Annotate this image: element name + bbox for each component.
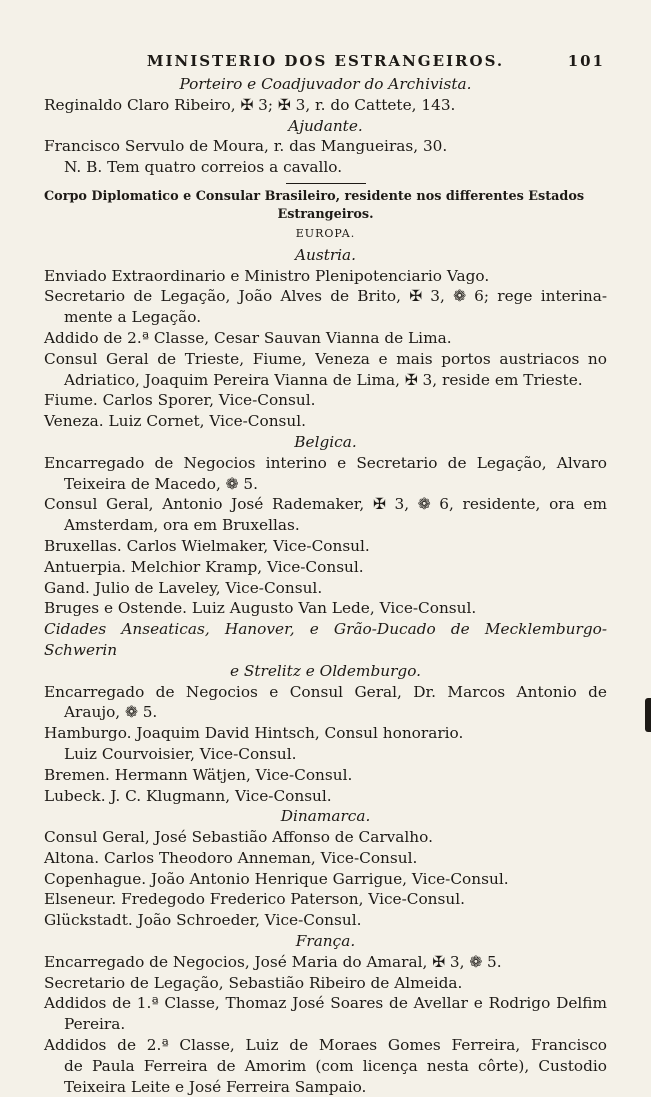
text-line: Lubeck. J. C. Klugmann, Vice-Consul. <box>44 786 332 805</box>
text-line: Reginaldo Claro Ribeiro, ✠ 3; ✠ 3, r. do Cattete, 143. <box>44 95 456 114</box>
text-line: Encarregado de Negocios interino e Secretario de Legação, Alvaro <box>44 453 607 472</box>
text-line: Austria. <box>294 245 357 264</box>
text-line: Secretario de Legação, Sebastião Ribeiro de Almeida. <box>44 973 463 992</box>
text-line: Fiume. Carlos Sporer, Vice-Consul. <box>44 391 316 410</box>
text-line: EUROPA. <box>295 226 356 240</box>
text-line: Copenhague. João Antonio Henrique Garrigue, Vice-Consul. <box>44 869 509 888</box>
text-line: Francisco Servulo de Moura, r. das Mangueiras, 30. <box>44 137 448 156</box>
text-line: Addidos de 2.ª Classe, Luiz de Moraes Gomes Ferreira, Francisco <box>44 1036 607 1055</box>
running-head <box>44 52 607 74</box>
text-line: Teixeira Leite e José Ferreira Sampaio. <box>64 1077 367 1096</box>
text-line: Altona. Carlos Theodoro Anneman, Vice-Consul. <box>44 848 418 867</box>
text-line: Amsterdam, ora em Bruxellas. <box>64 516 300 535</box>
text-line: Adriatico, Joaquim Pereira Vianna de Lima, ✠ 3, reside em Trieste. <box>64 370 583 389</box>
text-line: Glückstadt. João Schroeder, Vice-Consul. <box>44 911 362 930</box>
section-heading: Corpo Diplomatico e Consular Brasileiro, residente nos differentes Estados <box>44 188 585 204</box>
text-line: Ajudante. <box>288 116 363 135</box>
text-line: Teixeira de Macedo, ❁ 5. <box>64 474 258 493</box>
body-text <box>44 74 607 1097</box>
text-line: N. B. Tem quatro correios a cavallo. <box>64 158 343 177</box>
text-line: Hamburgo. Joaquim David Hintsch, Consul honorario. <box>44 724 464 743</box>
text-line: Antuerpia. Melchior Kramp, Vice-Consul. <box>44 557 364 576</box>
text-line: Elseneur. Fredegodo Frederico Paterson, Vice-Consul. <box>44 890 465 909</box>
text-line: Encarregado de Negocios, José Maria do Amaral, ✠ 3, ❁ 5. <box>44 952 502 971</box>
text-line: Encarregado de Negocios e Consul Geral, Dr. Marcos Antonio de <box>44 682 607 701</box>
text-line: Addidos de 1.ª Classe, Thomaz José Soares de Avellar e Rodrigo Delfim <box>44 994 607 1013</box>
text-line: Bremen. Hermann Wätjen, Vice-Consul. <box>44 765 353 784</box>
text-line: Dinamarca. <box>280 807 371 826</box>
running-title: MINISTERIO DOS ESTRANGEIROS. <box>146 52 505 70</box>
text-line: Bruges e Ostende. Luiz Augusto Van Lede, Vice-Consul. <box>44 599 477 618</box>
text-line: Consul Geral de Trieste, Fiume, Veneza e mais portos austriacos no <box>44 349 607 368</box>
text-line: Secretario de Legação, João Alves de Brito, ✠ 3, ❁ 6; rege interina- <box>44 287 607 306</box>
text-line: Cidades Anseaticas, Hanover, e Grão-Ducado de Mecklemburgo-Schwerin <box>44 620 607 659</box>
text-line: Veneza. Luiz Cornet, Vice-Consul. <box>44 412 307 431</box>
text-line: Addido de 2.ª Classe, Cesar Sauvan Vianna de Lima. <box>44 328 452 347</box>
text-line: e Strelitz e Oldemburgo. <box>229 661 421 680</box>
text-line: França. <box>295 932 356 951</box>
text-line: Araujo, ❁ 5. <box>64 703 158 722</box>
page-number: 101 <box>567 52 605 70</box>
text-line: Bruxellas. Carlos Wielmaker, Vice-Consul. <box>44 536 370 555</box>
text-line: Belgica. <box>294 432 357 451</box>
section-heading: Estrangeiros. <box>277 206 374 222</box>
text-line: Consul Geral, José Sebastião Affonso de Carvalho. <box>44 828 433 847</box>
section-rule <box>286 183 366 184</box>
text-line: Consul Geral, Antonio José Rademaker, ✠ 3, ❁ 6, residente, ora em <box>44 495 607 514</box>
text-line: Porteiro e Coadjuvador do Archivista. <box>179 75 472 93</box>
text-line: Pereira. <box>64 1015 126 1034</box>
page-edge-mark <box>645 698 651 732</box>
text-line: de Paula Ferreira de Amorim (com licença nesta côrte), Custodio <box>64 1056 607 1075</box>
text-line: mente a Legação. <box>64 308 202 327</box>
text-line: Luiz Courvoisier, Vice-Consul. <box>64 744 297 763</box>
text-line: Gand. Julio de Laveley, Vice-Consul. <box>44 578 323 597</box>
text-line: Enviado Extraordinario e Ministro Plenipotenciario Vago. <box>44 266 490 285</box>
